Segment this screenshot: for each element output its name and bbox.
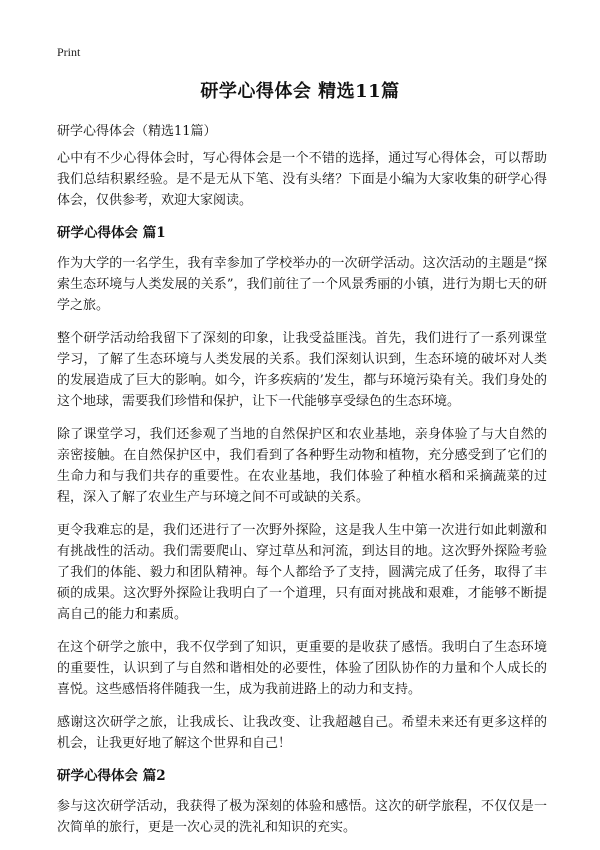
section-2-paragraph-1: 参与这次研学活动，我获得了极为深刻的体验和感悟。这次的研学旅程，不仅仅是一次简单的旅行，更是一次心灵的洗礼和知识的充实。 xyxy=(57,799,547,835)
intro-paragraph: 心中有不少心得体会时，写心得体会是一个不错的选择，通过写心得体会，可以帮助我们总结积累经验。是不是无从下笔、没有头绪？下面是小编为大家收集的研学心得体会，仅供参考，欢迎大家阅读。 xyxy=(57,151,547,208)
page-title: 研学心得体会 精选11篇 xyxy=(200,81,400,102)
section-1-paragraph-5: 在这个研学之旅中，我不仅学到了知识，更重要的是收获了感悟。我明白了生态环境的重要性，认识到了与自然和谐相处的必要性，体验了团队协作的力量和个人成长的喜悦。这些感悟将伴随我一生，成为我前进路上的动力和支持。 xyxy=(57,640,547,697)
document-subtitle: 研学心得体会（精选11篇） xyxy=(57,124,217,139)
section-heading-1: 研学心得体会 篇1 xyxy=(57,225,166,241)
section-1-paragraph-6: 感谢这次研学之旅，让我成长、让我改变、让我超越自己。希望未来还有更多这样的机会，让我更好地了解这个世界和自己！ xyxy=(57,715,547,751)
section-1-paragraph-1: 作为大学的一名学生，我有幸参加了学校举办的一次研学活动。这次活动的主题是“探索生态环境与人类发展的关系”，我们前往了一个风景秀丽的小镇，进行为期七天的研学之旅。 xyxy=(57,256,547,313)
section-1-paragraph-2: 整个研学活动给我留下了深刻的印象，让我受益匪浅。首先，我们进行了一系列课堂学习，了解了生态环境与人类发展的关系。我们深刻认识到，生态环境的破坏对人类的发展造成了巨大的影响。如今，许多疾病的’发生，都与环境污染有关。我们身处的这个地球，需要我们珍惜和保护，让下一代能够享受绿色的生态环境。 xyxy=(57,331,547,409)
article-body xyxy=(57,148,547,850)
section-heading-2: 研学心得体会 篇2 xyxy=(57,768,166,784)
print-link[interactable]: Print xyxy=(57,45,81,59)
section-1-paragraph-4: 更令我难忘的是，我们还进行了一次野外探险，这是我人生中第一次进行如此刺激和有挑战性的活动。我们需要爬山、穿过草丛和河流，到达目的地。这次野外探险考验了我们的体能、毅力和团队精神。每个人都给予了支持，圆满完成了任务，取得了丰硕的成果。这次野外探险让我明白了一个道理，只有面对挑战和艰难，才能够不断提高自己的能力和素质。 xyxy=(57,523,547,622)
section-1-paragraph-3: 除了课堂学习，我们还参观了当地的自然保护区和农业基地，亲身体验了与大自然的亲密接触。在自然保护区中，我们看到了各种野生动物和植物，充分感受到了它们的生命力和与我们共存的重要性。在农业基地，我们体验了种植水稻和采摘蔬菜的过程，深入了解了农业生产与环境之间不可或缺的关系。 xyxy=(57,427,547,505)
